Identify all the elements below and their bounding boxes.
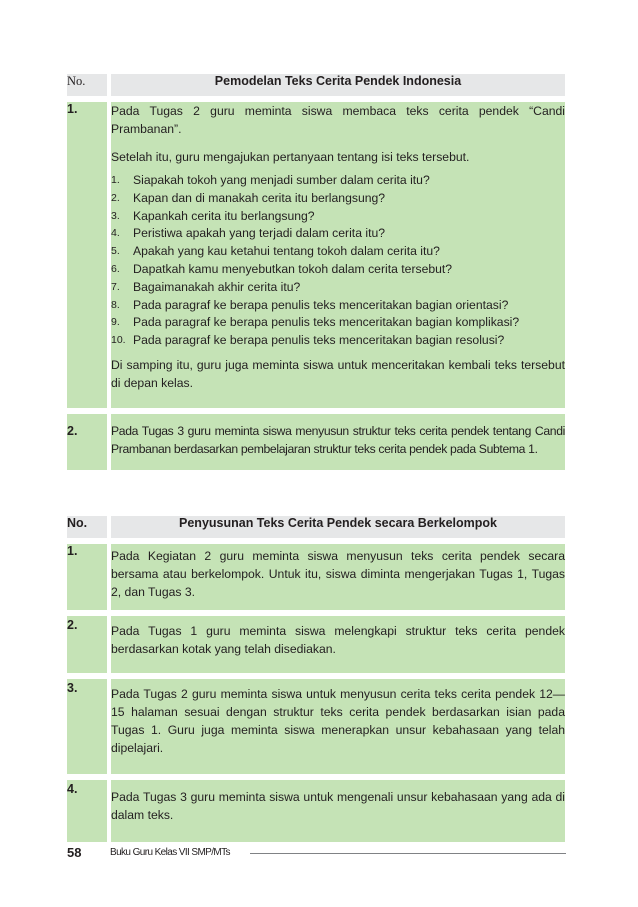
table-header [67,516,565,541]
list-item: 5. Apakah yang kau ketahui tentang tokoh dalam cerita itu? [111,244,440,259]
page-footer [0,845,638,865]
paragraph: Setelah itu, guru mengajukan pertanyaan tentang isi teks tersebut. [111,150,470,164]
header-title: Pemodelan Teks Cerita Pendek Indonesia [109,74,565,99]
modeling-table [67,74,565,470]
row-content [109,99,565,411]
row-content: Pada Tugas 1 guru meminta siswa melengkapi struktur teks cerita pendek berdasarkan kotak yang telah disediakan. [109,613,565,676]
paragraph: Pada Tugas 3 guru meminta siswa menyusun struktur teks cerita pendek tentang Candi Prambanan berdasarkan pembelajaran struktur teks cerita pendek pada Subtema 1. [111,423,565,456]
list-item: 8. Pada paragraf ke berapa penulis teks menceritakan bagian orientasi? [111,297,509,312]
question-list [111,172,565,350]
paragraph: Pada Tugas 2 guru meminta siswa membaca teks cerita pendek “Candi Prambanan”. [111,104,565,136]
list-item: 4. Peristiwa apakah yang terjadi dalam cerita itu? [111,226,386,241]
list-item: 10. Pada paragraf ke berapa penulis teks menceritakan bagian resolusi? [111,333,505,348]
table-row [67,777,565,842]
table-row [67,541,565,613]
row-number: 3. [67,676,109,777]
table-row [67,613,565,676]
row-number: 2. [67,613,109,676]
list-item: 7. Bagaimanakah akhir cerita itu? [111,279,301,294]
table-row [67,411,565,470]
row-content: Pada Tugas 3 guru meminta siswa untuk mengenali unsur kebahasaan yang ada di dalam teks. [109,777,565,842]
header-title: Penyusunan Teks Cerita Pendek secara Berkelompok [109,516,565,541]
row-content: Pada Kegiatan 2 guru meminta siswa menyusun teks cerita pendek secara bersama atau berkelompok. Untuk itu, siswa diminta mengerjakan Tugas 1, Tugas 2, dan Tugas 3. [109,541,565,613]
list-item: 3. Kapankah cerita itu berlangsung? [111,208,315,223]
row-content: Pada Tugas 2 guru meminta siswa untuk menyusun cerita teks cerita pendek 12—15 halaman sesuai dengan struktur teks cerita pendek berdasarkan isian pada Tugas 1. Guru juga meminta siswa menerapkan unsur kebahasaan yang telah dipelajari. [109,676,565,777]
row-number: 1. [67,541,109,613]
row-number: 4. [67,777,109,842]
list-item: 9. Pada paragraf ke berapa penulis teks menceritakan bagian komplikasi? [111,315,520,330]
paragraph: Di samping itu, guru juga meminta siswa untuk menceritakan kembali teks tersebut di depan kelas. [111,357,565,390]
header-no: No. [67,74,109,99]
table-header [67,74,565,99]
row-number: 1. [67,99,109,411]
group-writing-table [67,516,565,842]
header-no: No. [67,516,109,541]
list-item: 2. Kapan dan di manakah cerita itu berlangsung? [111,190,386,205]
footer-divider [250,853,566,854]
page-number: 58 [67,845,82,860]
row-number: 2. [67,411,109,470]
row-content [109,411,565,470]
list-item: 6. Dapatkah kamu menyebutkan tokoh dalam cerita tersebut? [111,261,453,276]
book-title: Buku Guru Kelas VII SMP/MTs [110,847,230,858]
list-item: 1. Siapakah tokoh yang menjadi sumber dalam cerita itu? [111,173,430,187]
table-row [67,99,565,411]
table-row [67,676,565,777]
